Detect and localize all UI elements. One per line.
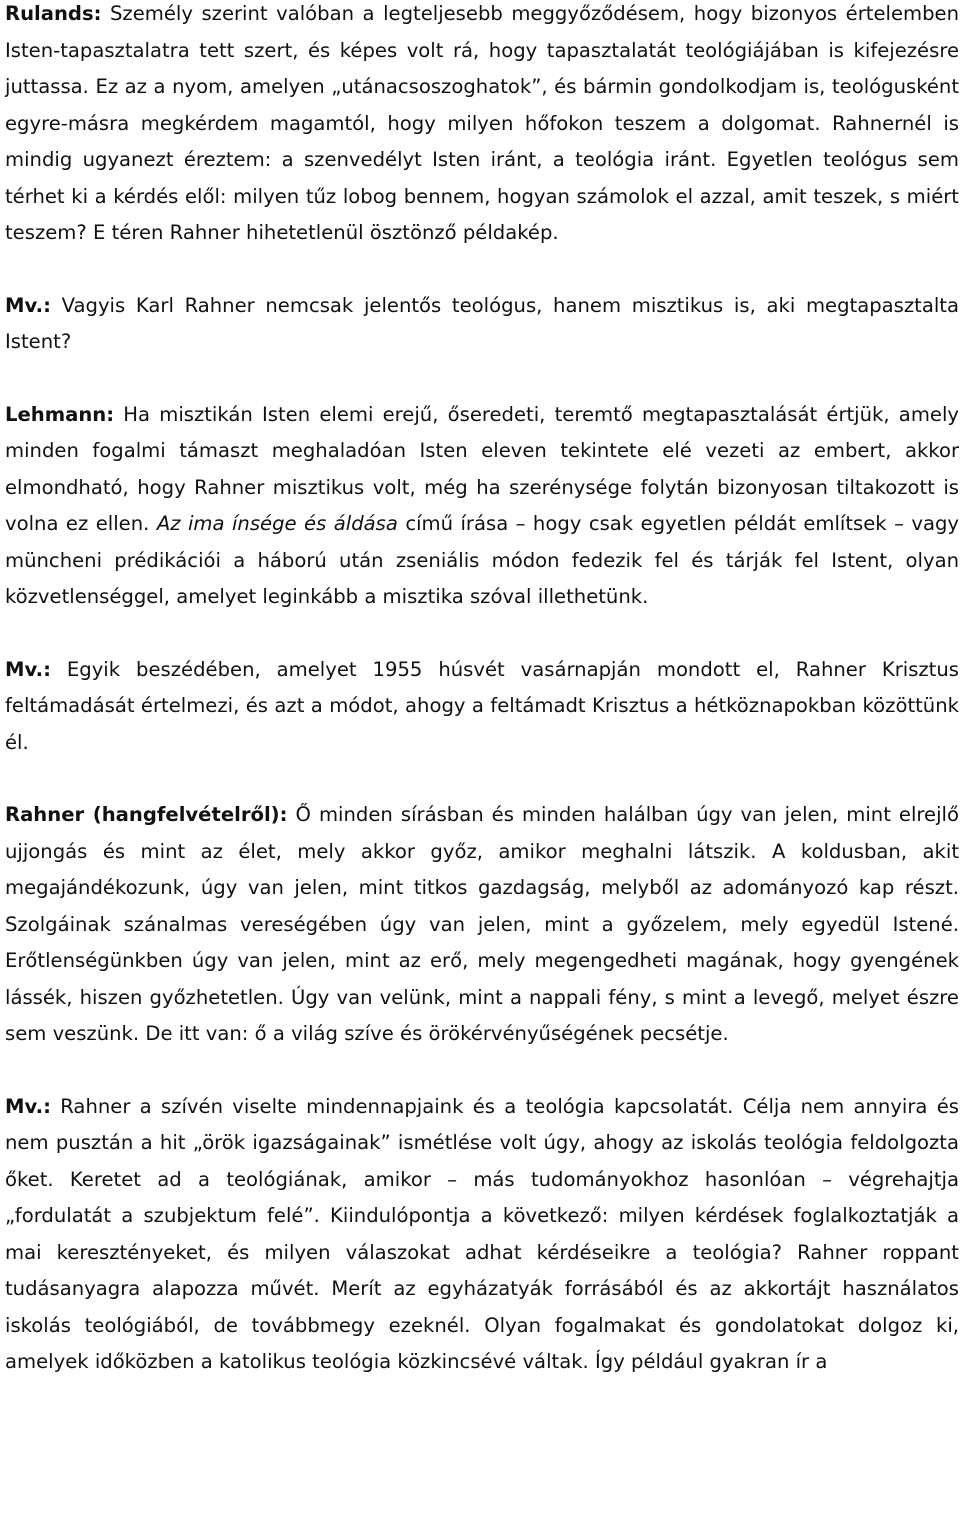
paragraph-text: című írása – hogy csak egyetlen példát említsek – vagy müncheni prédikációi a háború után zseniális módon fedezik fel és tárják fel Istent, olyan közvetlenséggel, amelyet leginkább a misztika szóval illethetünk. [5,512,959,608]
paragraph-rahner-recording [5,797,959,1053]
paragraph-text: Személy szerint valóban a legteljesebb meggyőződésem, hogy bizonyos értelemben Isten-tapasztalatra tett szert, és képes volt rá, hogy tapasztalatát teológiájában is kifejezésre juttassa. Ez az a nyom, amelyen „utánacsoszoghatok”, és bármin gondolkodjam is, teológusként egyre-másra megkérdem magamtól, hogy milyen hőfokon teszem a dolgomat. Rahnernél is mindig ugyanezt éreztem: a szenvedélyt Isten iránt, a teológia iránt. Egyetlen teológus sem térhet ki a kérdés elől: milyen tűz lobog bennem, hogyan számolok el azzal, amit teszek, s miért teszem? E téren Rahner hihetetlenül ösztönző példakép. [5,2,959,244]
paragraph-rulands [5,0,959,252]
paragraph-text: Ő minden sírásban és minden halálban úgy van jelen, mint elrejlő ujjongás és mint az élet, mely akkor győz, amikor meghalni látszik. A koldusban, akit megajándékozunk, úgy van jelen, mint titkos gazdagság, melyből az adományozó kap részt. Szolgáinak szánalmas vereségében úgy van jelen, mint a győzelem, mely egyedül Istené. Erőtlenségünkben úgy van jelen, mint az erő, mely megengedheti magának, hogy gyengének lássék, hiszen győzhetetlen. Úgy van velünk, mint a nappali fény, s mint a levegő, melyet észre sem veszünk. De itt van: ő a világ szíve és örökérvényűségének pecsétje. [5,803,959,1045]
speaker-label: Rahner (hangfelvételről): [5,803,288,826]
speaker-label: Lehmann: [5,402,115,426]
paragraph-text: Vagyis Karl Rahner nemcsak jelentős teológus, hanem misztikus is, aki megtapasztalta Istent? [5,293,959,353]
speaker-label: Rulands: [5,2,102,25]
work-title: Az ima ínsége és áldása [156,512,398,535]
speaker-label: Mv.: [5,293,51,317]
speaker-label: Mv.: [5,657,51,681]
paragraph-lehmann [5,397,959,616]
paragraph-text: Ha misztikán Isten elemi erejű, őseredeti, teremtő megtapasztalását értjük, amely minden fogalmi támaszt meghaladóan Isten eleven tekintete elé vezeti az embert, akkor elmondható, hogy Rahner misztikus volt, még ha szerénysége folytán bizonyosan tiltakozott is volna ez ellen. [5,402,959,535]
paragraph-mv-question-2 [5,652,959,762]
speaker-label: Mv.: [5,1094,51,1118]
document-page [5,0,959,1417]
paragraph-mv-question-3 [5,1089,959,1381]
paragraph-text: Rahner a szívén viselte mindennapjaink és a teológia kapcsolatát. Célja nem annyira és nem pusztán a hit „örök igazságainak” ismétlése volt úgy, ahogy az iskolás teológia feldolgozta őket. Keretet ad a teológiának, amikor – más tudományokhoz hasonlóan – végrehajtja „fordulatát a szubjektum felé”. Kiindulópontja a következő: milyen kérdések foglalkoztatják a mai keresztényeket, és milyen válaszokat adhat kérdéseikre a teológia? Rahner roppant tudásanyagra alapozza művét. Merít az egyházatyák forrásából és az akkortájt használatos iskolás teológiából, de továbbmegy ezeknél. Olyan fogalmakat és gondolatokat dolgoz ki, amelyek időközben a katolikus teológia közkincsévé váltak. Így például gyakran ír a [5,1094,959,1373]
paragraph-text: Egyik beszédében, amelyet 1955 húsvét vasárnapján mondott el, Rahner Krisztus feltámadását értelmezi, és azt a módot, ahogy a feltámadt Krisztus a hétköznapokban közöttünk él. [5,657,959,754]
paragraph-mv-question-1 [5,288,959,361]
